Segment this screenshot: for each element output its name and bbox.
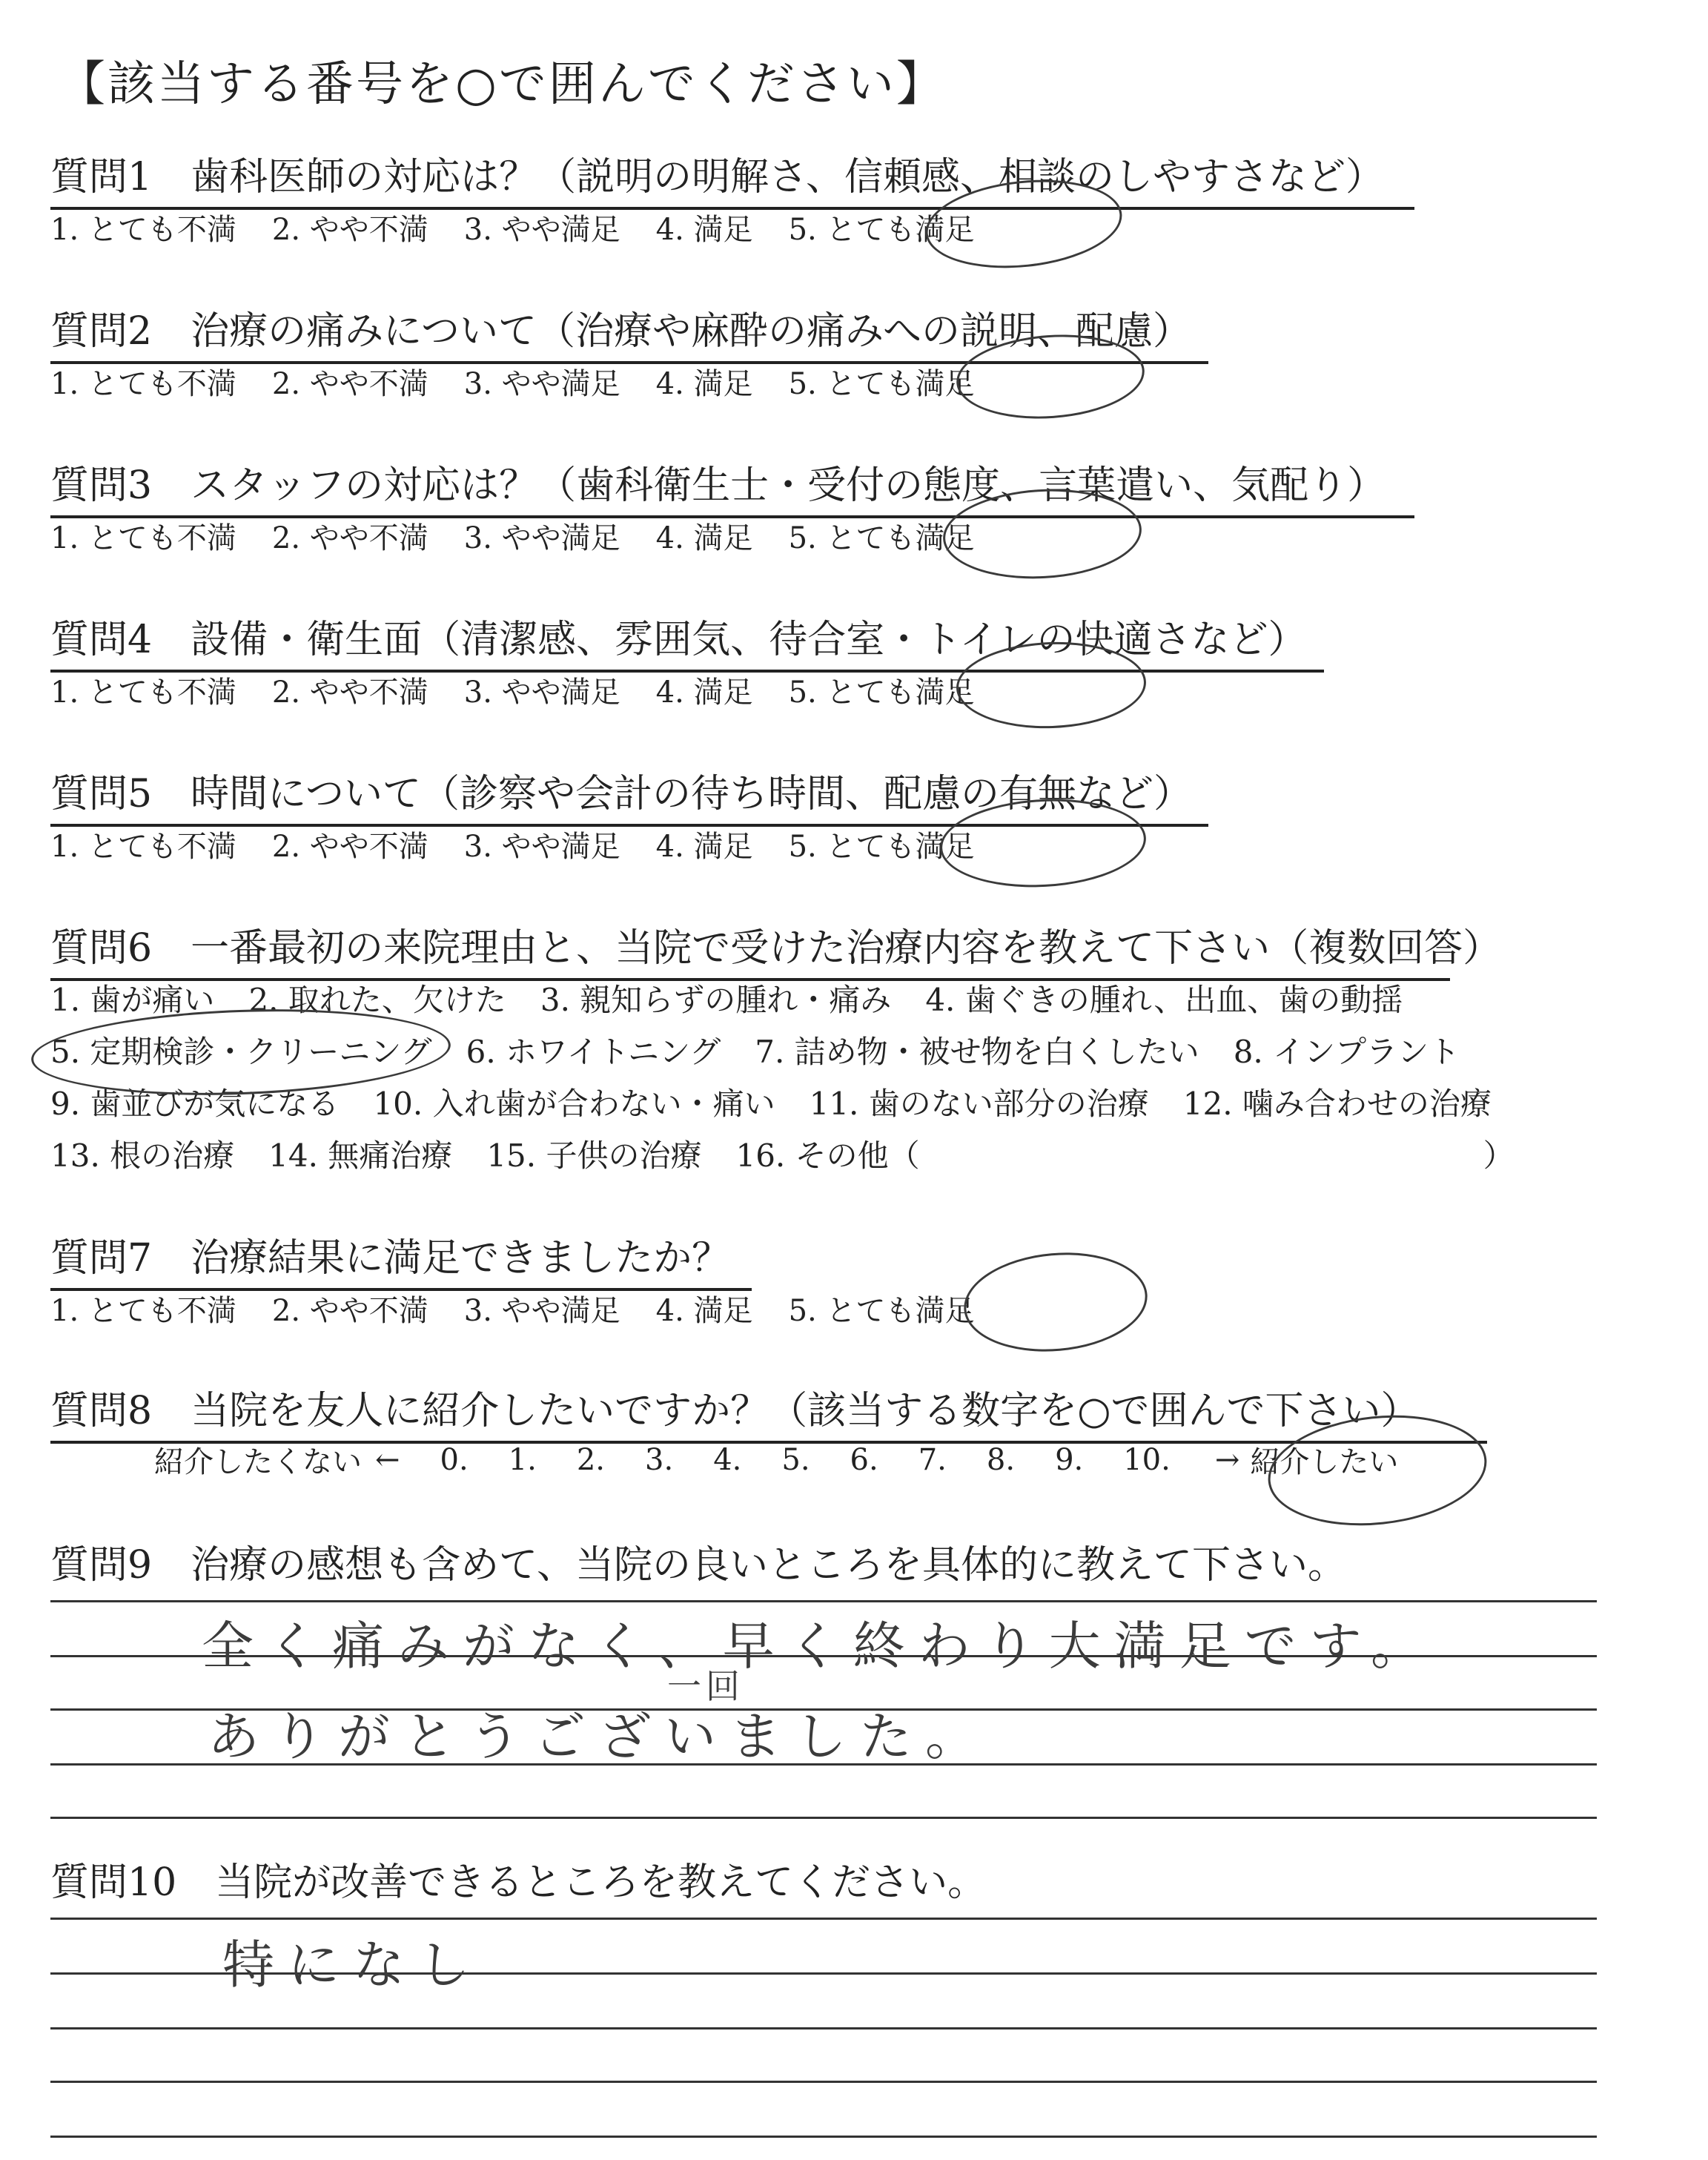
- opt-5-num[interactable]: 5.: [788, 521, 817, 555]
- q6-option-5[interactable]: 5. 定期検診・クリーニング: [50, 1034, 432, 1070]
- opt-5-num[interactable]: 5.: [788, 367, 817, 401]
- question-5-options: [50, 823, 1010, 865]
- opt-1-num[interactable]: 1.: [50, 213, 79, 247]
- opt-1-label[interactable]: とても不満: [87, 367, 236, 401]
- q9-handwritten-line-2[interactable]: ありがとうございました。: [208, 1706, 990, 1767]
- opt-3-label[interactable]: やや満足: [501, 367, 620, 401]
- opt-4-label[interactable]: 満足: [693, 367, 753, 401]
- opt-2-num[interactable]: 2.: [271, 676, 301, 710]
- scale-1[interactable]: 1.: [508, 1442, 537, 1477]
- opt-1-num[interactable]: 1.: [50, 830, 79, 864]
- question-6-line-4: [50, 1132, 1607, 1176]
- page-title: 【該当する番号を○で囲んでください】: [58, 57, 946, 112]
- scale-2[interactable]: 2.: [576, 1442, 606, 1477]
- opt-2-num[interactable]: 2.: [271, 213, 301, 247]
- question-2-number: 質問2: [50, 309, 153, 354]
- scale-10[interactable]: 10.: [1123, 1442, 1171, 1477]
- q6-option-8[interactable]: 8. インプラント: [1233, 1034, 1460, 1070]
- q6-option-9[interactable]: 9. 歯並びが気になる: [50, 1086, 340, 1122]
- question-9-text: 治療の感想も含めて、当院の良いところを具体的に教えて下さい。: [191, 1543, 1347, 1588]
- opt-5-label[interactable]: とても満足: [826, 676, 975, 710]
- question-9-number: 質問9: [50, 1543, 153, 1588]
- opt-1-label[interactable]: とても不満: [87, 213, 236, 247]
- opt-1-num[interactable]: 1.: [50, 367, 79, 401]
- q6-option-2[interactable]: 2. 取れた、欠けた: [248, 982, 506, 1018]
- answer-line: [50, 2136, 1597, 2138]
- q6-other-close: ）: [1483, 1137, 1515, 1174]
- opt-4-num[interactable]: 4.: [655, 1294, 684, 1328]
- right-arrow-icon: →: [1214, 1442, 1240, 1477]
- opt-3-label[interactable]: やや満足: [501, 1294, 620, 1328]
- answer-line: [50, 1817, 1597, 1819]
- opt-4-label[interactable]: 満足: [693, 213, 753, 247]
- q6-option-11[interactable]: 11. 歯のない部分の治療: [809, 1086, 1149, 1122]
- question-5-number: 質問5: [50, 772, 153, 816]
- q6-option-15[interactable]: 15. 子供の治療: [486, 1137, 702, 1174]
- q6-option-6[interactable]: 6. ホワイトニング: [466, 1034, 721, 1070]
- scale-6[interactable]: 6.: [850, 1442, 878, 1477]
- answer-line: [50, 1918, 1597, 1920]
- opt-3-num[interactable]: 3.: [463, 1294, 492, 1328]
- question-7: [50, 1226, 752, 1291]
- opt-5-num[interactable]: 5.: [788, 830, 817, 864]
- question-6-number: 質問6: [50, 926, 153, 971]
- opt-3-num[interactable]: 3.: [463, 830, 492, 864]
- question-3-text: スタッフの対応は？（歯科衛生士・受付の態度、言葉遣い、気配り）: [191, 463, 1386, 508]
- question-4-text: 設備・衛生面（清潔感、雰囲気、待合室・トイレの快適さなど）: [191, 618, 1307, 662]
- opt-1-label[interactable]: とても不満: [87, 521, 236, 555]
- question-10-text: 当院が改善できるところを教えてください。: [215, 1860, 987, 1905]
- opt-1-label[interactable]: とても不満: [87, 830, 236, 864]
- q6-option-13[interactable]: 13. 根の治療: [50, 1137, 235, 1174]
- opt-3-num[interactable]: 3.: [463, 367, 492, 401]
- opt-5-num[interactable]: 5.: [788, 1294, 817, 1328]
- question-6: [50, 916, 1502, 981]
- q9-handwritten-insert: 一回: [667, 1666, 744, 1706]
- q6-option-4[interactable]: 4. 歯ぐきの腫れ、出血、歯の動揺: [925, 982, 1403, 1018]
- q6-option-1[interactable]: 1. 歯が痛い: [50, 982, 215, 1018]
- opt-4-num[interactable]: 4.: [655, 676, 684, 710]
- q6-option-16[interactable]: 16. その他（: [735, 1137, 920, 1174]
- scale-3[interactable]: 3.: [645, 1442, 674, 1477]
- q6-option-7[interactable]: 7. 詰め物・被せ物を白くしたい: [755, 1034, 1199, 1070]
- opt-2-label[interactable]: やや不満: [309, 213, 428, 247]
- opt-1-num[interactable]: 1.: [50, 676, 79, 710]
- scale-9[interactable]: 9.: [1055, 1442, 1084, 1477]
- opt-4-label[interactable]: 満足: [693, 676, 753, 710]
- q6-option-10[interactable]: 10. 入れ歯が合わない・痛い: [373, 1086, 775, 1122]
- question-3-options: [50, 515, 1010, 557]
- opt-2-num[interactable]: 2.: [271, 521, 301, 555]
- opt-5-label[interactable]: とても満足: [826, 367, 975, 401]
- question-1-options: [50, 206, 1010, 248]
- scale-0[interactable]: 0.: [440, 1442, 469, 1477]
- question-8: [50, 1379, 1487, 1444]
- question-2-text: 治療の痛みについて（治療や麻酔の痛みへの説明、配慮）: [191, 309, 1192, 354]
- question-8-number: 質問8: [50, 1389, 153, 1433]
- opt-3-label[interactable]: やや満足: [501, 676, 620, 710]
- question-4-options: [50, 669, 1010, 711]
- q6-option-14[interactable]: 14. 無痛治療: [268, 1137, 453, 1174]
- question-8-text: 当院を友人に紹介したいですか？（該当する数字を○で囲んで下さい）: [191, 1389, 1420, 1433]
- opt-4-num[interactable]: 4.: [655, 830, 684, 864]
- opt-3-label[interactable]: やや満足: [501, 521, 620, 555]
- question-10: [50, 1851, 986, 1912]
- question-3-number: 質問3: [50, 463, 153, 508]
- answer-line: [50, 2081, 1597, 2083]
- question-8-scale: [154, 1439, 1398, 1481]
- q6-option-3[interactable]: 3. 親知らずの腫れ・痛み: [540, 982, 892, 1018]
- opt-4-label[interactable]: 満足: [693, 521, 753, 555]
- question-10-number: 質問10: [50, 1860, 177, 1905]
- question-1-number: 質問1: [50, 155, 153, 199]
- scale-8[interactable]: 8.: [986, 1442, 1016, 1477]
- answer-circle: [960, 1245, 1152, 1358]
- opt-5-label[interactable]: とても満足: [826, 1294, 975, 1328]
- opt-2-label[interactable]: やや不満: [309, 367, 428, 401]
- question-3: [50, 454, 1414, 518]
- opt-4-label[interactable]: 満足: [693, 1294, 753, 1328]
- opt-5-label[interactable]: とても満足: [826, 213, 975, 247]
- opt-5-label[interactable]: とても満足: [826, 830, 975, 864]
- opt-5-label[interactable]: とても満足: [826, 521, 975, 555]
- question-5-text: 時間について（診察や会計の待ち時間、配慮の有無など）: [191, 772, 1193, 816]
- opt-2-num[interactable]: 2.: [271, 830, 301, 864]
- opt-2-label[interactable]: やや不満: [309, 521, 428, 555]
- opt-4-num[interactable]: 4.: [655, 367, 684, 401]
- opt-3-label[interactable]: やや満足: [501, 830, 620, 864]
- opt-3-num[interactable]: 3.: [463, 213, 492, 247]
- opt-1-label[interactable]: とても不満: [87, 676, 236, 710]
- scale-4[interactable]: 4.: [713, 1442, 742, 1477]
- left-arrow-icon: ←: [375, 1442, 400, 1477]
- opt-4-label[interactable]: 満足: [693, 830, 753, 864]
- scale-right-label[interactable]: 紹介したい: [1250, 1445, 1399, 1479]
- answer-line: [50, 2027, 1597, 2029]
- opt-1-num[interactable]: 1.: [50, 1294, 79, 1328]
- scale-7[interactable]: 7.: [918, 1442, 947, 1477]
- question-9: [50, 1533, 1346, 1595]
- opt-1-label[interactable]: とても不満: [87, 1294, 236, 1328]
- question-7-number: 質問7: [50, 1236, 153, 1281]
- opt-5-num[interactable]: 5.: [788, 213, 817, 247]
- opt-2-label[interactable]: やや不満: [309, 1294, 428, 1328]
- answer-line: [50, 1600, 1597, 1602]
- question-4-number: 質問4: [50, 618, 153, 662]
- question-7-text: 治療結果に満足できましたか？: [191, 1236, 731, 1281]
- question-7-options: [50, 1287, 1010, 1330]
- q10-handwritten-line-1[interactable]: 特になし: [222, 1935, 483, 1995]
- opt-3-num[interactable]: 3.: [463, 521, 492, 555]
- opt-3-num[interactable]: 3.: [463, 676, 492, 710]
- question-1-text: 歯科医師の対応は？（説明の明解さ、信頼感、相談のしやすさなど）: [191, 155, 1385, 199]
- opt-2-num[interactable]: 2.: [271, 367, 301, 401]
- q9-handwritten-line-1[interactable]: 全く痛みがなく、早く終わり大満足です。: [202, 1616, 1436, 1677]
- question-1: [50, 145, 1414, 210]
- opt-4-num[interactable]: 4.: [655, 521, 684, 555]
- question-6-text: 一番最初の来院理由と、当院で受けた治療内容を教えて下さい（複数回答）: [191, 926, 1502, 971]
- question-2-options: [50, 360, 1010, 403]
- opt-4-num[interactable]: 4.: [655, 213, 684, 247]
- opt-1-num[interactable]: 1.: [50, 521, 79, 555]
- scale-5[interactable]: 5.: [781, 1442, 810, 1477]
- opt-2-label[interactable]: やや不満: [309, 676, 428, 710]
- opt-5-num[interactable]: 5.: [788, 676, 817, 710]
- opt-2-num[interactable]: 2.: [271, 1294, 301, 1328]
- opt-3-label[interactable]: やや満足: [501, 213, 620, 247]
- q6-option-12[interactable]: 12. 噛み合わせの治療: [1182, 1086, 1492, 1122]
- opt-2-label[interactable]: やや不満: [309, 830, 428, 864]
- scale-left-label[interactable]: 紹介したくない: [154, 1445, 362, 1479]
